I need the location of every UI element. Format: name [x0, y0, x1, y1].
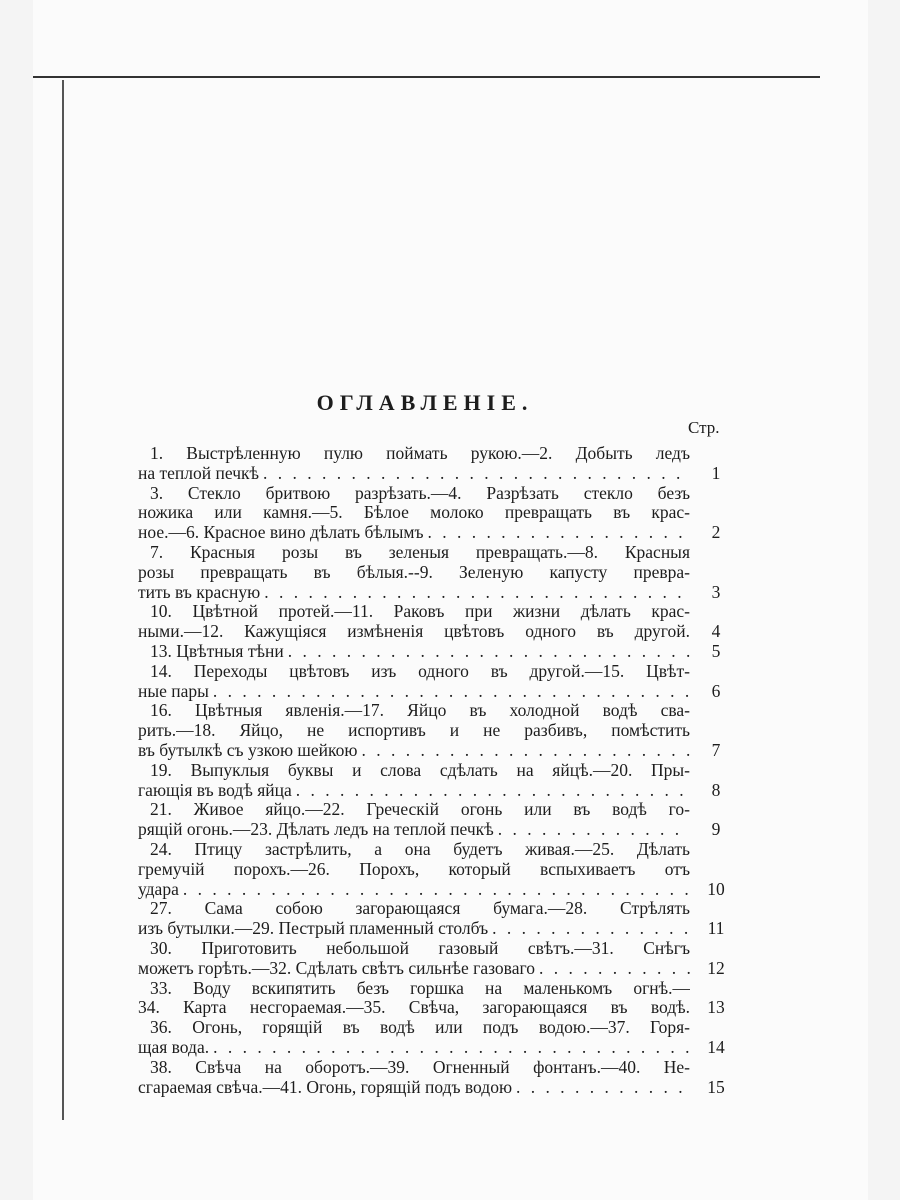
toc-line-text: [138, 523, 690, 543]
toc-entry-text: 13. Цвѣтныя тѣни: [150, 641, 284, 661]
toc-entry-text: щая вода.: [138, 1037, 210, 1057]
toc-entry-text: тить въ красную: [138, 582, 261, 602]
toc-line-text: 24. Птицу застрѣлить, а она будетъ живая.—25. Дѣлать: [150, 839, 690, 859]
dot-leader: [179, 880, 690, 900]
page-number: 4: [711, 621, 721, 642]
page-number: 14: [707, 1036, 725, 1057]
toc-line: [138, 820, 738, 840]
toc-entry: [138, 484, 738, 543]
dot-leader: [260, 583, 690, 603]
page-number: 15: [707, 1076, 725, 1097]
toc-line-text: 7. Красныя розы въ зеленыя превращать.—8. Красныя: [150, 542, 690, 562]
toc-line-text: [138, 464, 690, 484]
toc-line-text: 27. Сама собою загорающаяся бумага.—28. Стрѣлять: [150, 899, 690, 919]
toc-entry-text: гающія въ водѣ яйца: [138, 780, 292, 800]
toc-entry: [138, 642, 738, 662]
toc-line: [138, 523, 738, 543]
page-number: 2: [711, 522, 721, 543]
toc-line: [138, 682, 738, 702]
toc-line: [138, 959, 738, 979]
page-number: [696, 979, 736, 999]
toc-entry: [138, 662, 738, 702]
toc-line: [138, 583, 738, 603]
toc-line-text: [138, 820, 690, 840]
toc-line-text: 30. Приготовить небольшой газовый свѣтъ.—31. Снѣгъ: [150, 938, 690, 958]
page-number: [696, 662, 736, 682]
page-number: 7: [711, 739, 721, 760]
toc-line: [138, 939, 738, 959]
dot-leader: [284, 642, 690, 662]
page-number: 12: [707, 957, 725, 978]
toc-line: [138, 701, 738, 721]
toc-line: [138, 761, 738, 781]
page-number: [696, 761, 736, 781]
page-number: [696, 543, 736, 563]
toc-line-text: [138, 781, 690, 801]
toc-entry: [138, 761, 738, 801]
dot-leader: [209, 682, 690, 702]
toc-line-text: 21. Живое яйцо.—22. Греческій огонь или въ водѣ го-: [150, 800, 690, 820]
toc-line-text: 1. Выстрѣленную пулю поймать рукою.—2. Добыть ледъ: [150, 444, 690, 463]
page-number: 8: [711, 779, 721, 800]
toc-line: [138, 781, 738, 801]
dot-leader: [488, 919, 690, 939]
toc-line: [138, 444, 738, 464]
dot-leader: [424, 523, 691, 543]
toc-entry: [138, 800, 738, 840]
toc-entry-text: сгараемая свѣча.—41. Огонь, горящій подъ водою: [138, 1077, 513, 1097]
page-number: [696, 800, 736, 820]
toc-line-text: 19. Выпуклыя буквы и слова сдѣлать на яйцѣ.—20. Пры-: [150, 760, 690, 780]
toc-line-text: [138, 959, 690, 979]
page-number: [696, 1058, 736, 1078]
toc-line: [138, 464, 738, 484]
toc-entry: [138, 602, 738, 642]
page-number: 3: [711, 581, 721, 602]
toc-entry-text: ное.—6. Красное вино дѣлать бѣлымъ: [138, 523, 424, 543]
toc-line-text: 38. Свѣча на оборотъ.—39. Огненный фонтанъ.—40. Не-: [150, 1057, 690, 1077]
toc-entry: [138, 1058, 738, 1098]
dot-leader: [494, 820, 690, 840]
toc-line-text: ножика или камня.—5. Бѣлое молоко превращать въ крас-: [138, 503, 690, 523]
toc-line-text: розы превращать въ бѣлыя.--9. Зеленую капусту превра-: [138, 562, 690, 582]
toc-line-text: ными.—12. Кажущіяся измѣненія цвѣтовъ одного въ другой.: [138, 622, 690, 642]
toc-entry: [138, 979, 738, 1019]
page-number: 9: [711, 819, 721, 840]
toc-line-text: 33. Воду вскипятить безъ горшка на маленькомъ огнѣ.—: [150, 978, 690, 998]
page-number: 10: [707, 878, 725, 899]
page-number: [696, 503, 736, 523]
page-number: [696, 602, 736, 622]
toc-line: [138, 1058, 738, 1078]
toc-line-text: 16. Цвѣтныя явленія.—17. Яйцо въ холодной водѣ сва-: [150, 701, 690, 721]
dot-leader: [512, 1078, 690, 1098]
toc-line: [138, 800, 738, 820]
toc-line: [138, 860, 738, 880]
toc-line: [138, 919, 738, 939]
toc-line-text: 10. Цвѣтной протей.—11. Раковъ при жизни дѣлать крас-: [150, 602, 690, 622]
toc-line: [138, 484, 738, 504]
toc-line: [138, 979, 738, 999]
toc-entry-text: изъ бутылки.—29. Пестрый пламенный столбъ: [138, 919, 489, 939]
toc-line-text: [138, 919, 690, 939]
toc-line: [138, 543, 738, 563]
toc-entry-text: рящій огонь.—23. Дѣлать ледъ на теплой печкѣ: [138, 820, 494, 840]
toc-line-text: 14. Переходы цвѣтовъ изъ одного въ другой.—15. Цвѣт-: [150, 661, 690, 681]
toc-line-text: [138, 682, 690, 702]
toc-line-text: рить.—18. Яйцо, не испортивъ и не разбивъ, помѣстить: [138, 721, 690, 741]
page-number: 13: [707, 997, 725, 1018]
page-number: [696, 840, 736, 860]
toc-line: [138, 840, 738, 860]
dot-leader: [259, 464, 690, 484]
toc-line: [138, 998, 738, 1018]
top-rule: [33, 76, 820, 78]
toc-line-text: [138, 642, 690, 662]
toc-line: [138, 899, 738, 919]
dot-leader: [209, 1038, 690, 1058]
page-number: [696, 939, 736, 959]
toc-line-text: [138, 1078, 690, 1098]
page-number: [696, 721, 736, 741]
toc-line-text: [138, 1038, 690, 1058]
dot-leader: [535, 959, 690, 979]
toc-line: [138, 721, 738, 741]
toc-line-text: 3. Стекло бритвою разрѣзать.—4. Разрѣзать стекло безъ: [150, 483, 690, 503]
toc-entry: [138, 701, 738, 760]
page-number: [696, 444, 736, 464]
toc-entry-text: въ бутылкѣ съ узкою шейкою: [138, 740, 358, 760]
toc-entry: [138, 1018, 738, 1058]
page-number: [696, 860, 736, 880]
page-column-label: Стр.: [688, 418, 720, 437]
page-number: 6: [711, 680, 721, 701]
page-number: [696, 701, 736, 721]
page-number: [696, 899, 736, 919]
toc-line: [138, 1078, 738, 1098]
page-title: ОГЛАВЛЕНІЕ.: [316, 390, 534, 415]
toc-entry-text: ные пары: [138, 681, 209, 701]
toc-line-text: [138, 880, 690, 900]
toc-line: [138, 1038, 738, 1058]
dot-leader: [292, 781, 690, 801]
toc-line: [138, 642, 738, 662]
toc-line-text: гремучій порохъ.—26. Порохъ, который вспыхиваетъ отъ: [138, 859, 690, 879]
page-number: 11: [707, 918, 725, 939]
toc-entry: [138, 840, 738, 899]
table-of-contents: [138, 444, 738, 1097]
page-number: [696, 563, 736, 583]
page-number: [696, 484, 736, 504]
toc-line-text: [138, 583, 690, 603]
toc-line: [138, 741, 738, 761]
toc-line: [138, 880, 738, 900]
page-number: 5: [711, 640, 721, 661]
toc-line: [138, 563, 738, 583]
page-number: 1: [711, 462, 721, 483]
dot-leader: [357, 741, 690, 761]
toc-line: [138, 662, 738, 682]
toc-line: [138, 1018, 738, 1038]
toc-entry: [138, 543, 738, 602]
toc-line: [138, 602, 738, 622]
toc-entry-text: можетъ горѣть.—32. Сдѣлать свѣтъ сильнѣе газоваго: [138, 958, 535, 978]
toc-line: [138, 622, 738, 642]
toc-line-text: 36. Огонь, горящій въ водѣ или подъ водою.—37. Горя-: [150, 1018, 690, 1038]
toc-entry: [138, 899, 738, 939]
toc-entry: [138, 444, 738, 484]
left-margin-rule: [62, 80, 64, 1120]
toc-line: [138, 503, 738, 523]
page-number: [696, 1018, 736, 1038]
toc-line-text: [138, 741, 690, 761]
toc-entry: [138, 939, 738, 979]
toc-entry-text: на теплой печкѣ: [138, 463, 260, 483]
toc-line-text: 34. Карта несгораемая.—35. Свѣча, загорающаяся въ водѣ.: [138, 998, 690, 1018]
toc-entry-text: удара: [138, 879, 179, 899]
